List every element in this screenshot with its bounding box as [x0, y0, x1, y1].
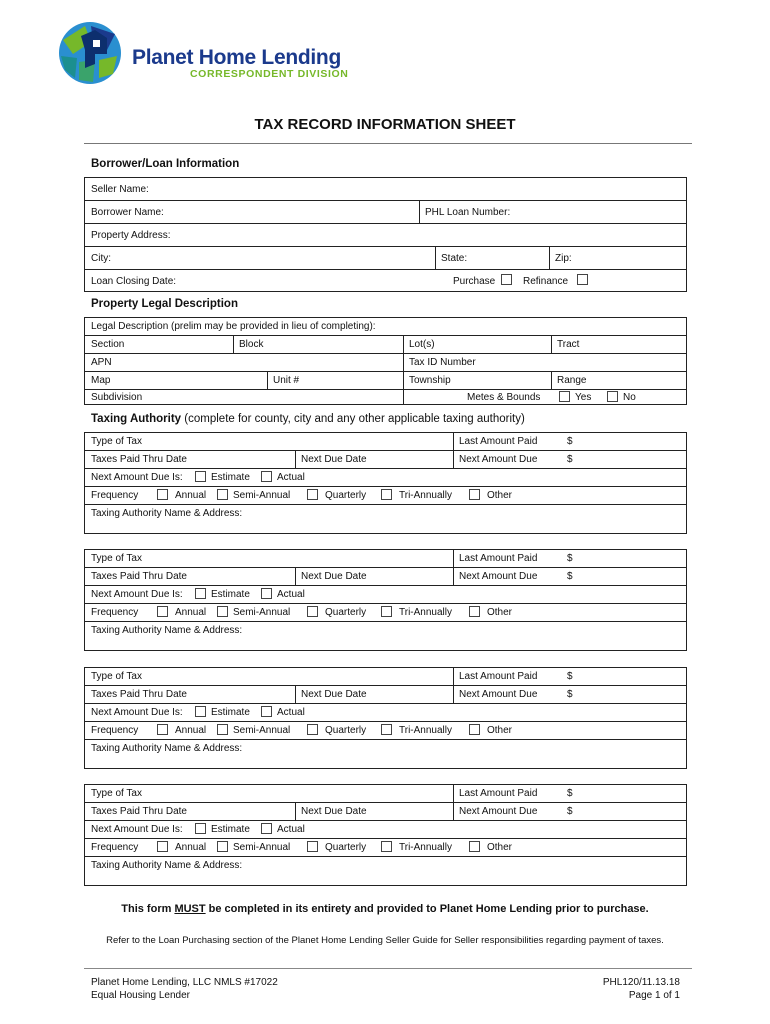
notice-pre: This form — [121, 903, 175, 915]
annual-label: Annual — [175, 842, 207, 853]
completion-notice — [0, 903, 770, 915]
taxes-paid-thru-label: Taxes Paid Thru Date — [91, 806, 187, 817]
apn-label: APN — [91, 357, 112, 368]
type-of-tax-label: Type of Tax — [91, 553, 142, 564]
next-due-date-label: Next Due Date — [301, 454, 367, 465]
next-amount-dollar: $ — [567, 689, 573, 700]
range-label: Range — [557, 375, 587, 386]
annual-checkbox[interactable] — [157, 724, 168, 735]
phl-loan-number-label: PHL Loan Number: — [425, 207, 511, 218]
frequency-label: Frequency — [91, 607, 139, 618]
borrower-section-heading: Borrower/Loan Information — [91, 158, 240, 170]
quarterly-checkbox[interactable] — [307, 841, 318, 852]
actual-checkbox[interactable] — [261, 706, 272, 717]
quarterly-label: Quarterly — [325, 842, 367, 853]
actual-label: Actual — [277, 824, 305, 835]
taxing-authority-block-3 — [84, 667, 687, 769]
tri-annually-label: Tri-Annually — [399, 490, 452, 501]
frequency-label: Frequency — [91, 490, 139, 501]
estimate-label: Estimate — [211, 707, 250, 718]
annual-checkbox[interactable] — [157, 489, 168, 500]
page-title: TAX RECORD INFORMATION SHEET — [254, 116, 516, 133]
authority-name-address-label: Taxing Authority Name & Address: — [91, 743, 243, 754]
semi-annual-label: Semi-Annual — [233, 842, 291, 853]
actual-checkbox[interactable] — [261, 471, 272, 482]
brand-subtitle: CORRESPONDENT DIVISION — [190, 68, 349, 80]
block-label: Block — [239, 339, 264, 350]
borrower-table — [84, 177, 687, 292]
brand-name: Planet Home Lending — [132, 46, 341, 69]
next-amount-due-is-label: Next Amount Due Is: — [91, 707, 183, 718]
tri-annually-checkbox[interactable] — [381, 724, 392, 735]
next-due-date-label: Next Due Date — [301, 806, 367, 817]
seller-row — [85, 178, 686, 201]
section-label: Section — [91, 339, 125, 350]
next-amount-dollar: $ — [567, 454, 573, 465]
tax-id-label: Tax ID Number — [409, 357, 476, 368]
city-label: City: — [91, 253, 111, 264]
semi-annual-label: Semi-Annual — [233, 607, 291, 618]
taxing-authority-block-1 — [84, 432, 687, 534]
actual-label: Actual — [277, 472, 305, 483]
annual-label: Annual — [175, 490, 207, 501]
footer-company: Planet Home Lending, LLC NMLS #17022 — [91, 977, 278, 988]
footer-page-number: Page 1 of 1 — [628, 990, 680, 1001]
next-amount-due-label: Next Amount Due — [459, 571, 538, 582]
tri-annually-label: Tri-Annually — [399, 725, 452, 736]
tri-annually-label: Tri-Annually — [399, 842, 452, 853]
other-label: Other — [487, 607, 513, 618]
township-label: Township — [409, 375, 451, 386]
seller-name-label: Seller Name: — [91, 184, 149, 195]
footer-form-id: PHL120/11.13.18 — [602, 977, 680, 988]
notice-must: MUST — [174, 903, 206, 915]
yes-label: Yes — [575, 392, 592, 403]
semi-annual-label: Semi-Annual — [233, 725, 291, 736]
last-amount-paid-label: Last Amount Paid — [459, 436, 538, 447]
semi-annual-checkbox[interactable] — [217, 841, 228, 852]
refinance-checkbox[interactable] — [577, 274, 588, 285]
loan-closing-date-label: Loan Closing Date: — [91, 276, 177, 287]
last-amount-dollar: $ — [567, 671, 573, 682]
legal-table — [84, 317, 687, 405]
metes-bounds-no-checkbox[interactable] — [607, 391, 618, 402]
tri-annually-label: Tri-Annually — [399, 607, 452, 618]
other-checkbox[interactable] — [469, 724, 480, 735]
last-amount-paid-label: Last Amount Paid — [459, 788, 538, 799]
taxes-paid-thru-label: Taxes Paid Thru Date — [91, 571, 187, 582]
estimate-label: Estimate — [211, 589, 250, 600]
actual-checkbox[interactable] — [261, 588, 272, 599]
annual-checkbox[interactable] — [157, 606, 168, 617]
semi-annual-checkbox[interactable] — [217, 606, 228, 617]
actual-checkbox[interactable] — [261, 823, 272, 834]
state-label: State: — [441, 253, 468, 264]
notice-post: be completed in its entirety and provided to Planet Home Lending prior to purchase. — [205, 903, 649, 915]
next-amount-due-is-label: Next Amount Due Is: — [91, 589, 183, 600]
no-label: No — [623, 392, 636, 403]
semi-annual-checkbox[interactable] — [217, 724, 228, 735]
quarterly-label: Quarterly — [325, 490, 367, 501]
quarterly-label: Quarterly — [325, 725, 367, 736]
title-divider — [84, 143, 692, 144]
other-checkbox[interactable] — [469, 489, 480, 500]
annual-label: Annual — [175, 725, 207, 736]
type-of-tax-label: Type of Tax — [91, 436, 142, 447]
next-due-date-label: Next Due Date — [301, 571, 367, 582]
metes-bounds-label: Metes & Bounds — [467, 392, 541, 403]
semi-annual-checkbox[interactable] — [217, 489, 228, 500]
other-checkbox[interactable] — [469, 841, 480, 852]
city-row — [85, 247, 686, 270]
estimate-checkbox[interactable] — [195, 588, 206, 599]
unit-label: Unit # — [273, 375, 300, 386]
footer-divider — [84, 968, 692, 969]
next-amount-due-is-label: Next Amount Due Is: — [91, 472, 183, 483]
other-label: Other — [487, 725, 513, 736]
next-due-date-label: Next Due Date — [301, 689, 367, 700]
property-address-row — [85, 224, 686, 247]
type-of-tax-label: Type of Tax — [91, 671, 142, 682]
frequency-label: Frequency — [91, 725, 139, 736]
tri-annually-checkbox[interactable] — [381, 606, 392, 617]
other-label: Other — [487, 490, 513, 501]
frequency-label: Frequency — [91, 842, 139, 853]
other-checkbox[interactable] — [469, 606, 480, 617]
taxing-heading-rest: (complete for county, city and any other applicable taxing authority) — [181, 413, 525, 425]
actual-label: Actual — [277, 707, 305, 718]
refinance-label: Refinance — [523, 276, 569, 287]
other-label: Other — [487, 842, 513, 853]
next-amount-due-is-label: Next Amount Due Is: — [91, 824, 183, 835]
tri-annually-checkbox[interactable] — [381, 841, 392, 852]
authority-name-address-label: Taxing Authority Name & Address: — [91, 625, 243, 636]
last-amount-paid-label: Last Amount Paid — [459, 671, 538, 682]
estimate-checkbox[interactable] — [195, 471, 206, 482]
seller-guide-reference: Refer to the Loan Purchasing section of the Planet Home Lending Seller Guide for Seller responsibilities regarding payment of taxes. — [106, 935, 664, 946]
quarterly-checkbox[interactable] — [307, 724, 318, 735]
last-amount-paid-label: Last Amount Paid — [459, 553, 538, 564]
borrower-name-label: Borrower Name: — [91, 207, 164, 218]
taxing-heading-bold: Taxing Authority — [91, 413, 182, 425]
quarterly-checkbox[interactable] — [307, 489, 318, 500]
annual-label: Annual — [175, 607, 207, 618]
property-address-label: Property Address: — [91, 230, 171, 241]
zip-label: Zip: — [555, 253, 572, 264]
taxes-paid-thru-label: Taxes Paid Thru Date — [91, 689, 187, 700]
quarterly-label: Quarterly — [325, 607, 367, 618]
authority-name-address-label: Taxing Authority Name & Address: — [91, 508, 243, 519]
taxing-authority-block-2 — [84, 549, 687, 651]
legal-section-heading: Property Legal Description — [91, 298, 238, 310]
estimate-checkbox[interactable] — [195, 706, 206, 717]
type-of-tax-label: Type of Tax — [91, 788, 142, 799]
company-logo-icon — [55, 20, 125, 86]
next-amount-due-label: Next Amount Due — [459, 454, 538, 465]
map-label: Map — [91, 375, 111, 386]
lots-label: Lot(s) — [409, 339, 435, 350]
footer-equal-housing: Equal Housing Lender — [91, 990, 190, 1001]
estimate-label: Estimate — [211, 824, 250, 835]
next-amount-dollar: $ — [567, 571, 573, 582]
taxing-authority-block-4 — [84, 784, 687, 886]
semi-annual-label: Semi-Annual — [233, 490, 291, 501]
estimate-checkbox[interactable] — [195, 823, 206, 834]
last-amount-dollar: $ — [567, 436, 573, 447]
loan-closing-row — [85, 270, 686, 292]
estimate-label: Estimate — [211, 472, 250, 483]
metes-bounds-yes-checkbox[interactable] — [559, 391, 570, 402]
next-amount-due-label: Next Amount Due — [459, 806, 538, 817]
purchase-label: Purchase — [453, 276, 496, 287]
quarterly-checkbox[interactable] — [307, 606, 318, 617]
borrower-row — [85, 201, 686, 224]
next-amount-due-label: Next Amount Due — [459, 689, 538, 700]
tract-label: Tract — [557, 339, 580, 350]
purchase-checkbox[interactable] — [501, 274, 512, 285]
authority-name-address-label: Taxing Authority Name & Address: — [91, 860, 243, 871]
actual-label: Actual — [277, 589, 305, 600]
annual-checkbox[interactable] — [157, 841, 168, 852]
last-amount-dollar: $ — [567, 553, 573, 564]
last-amount-dollar: $ — [567, 788, 573, 799]
taxing-section-heading — [91, 413, 525, 425]
taxes-paid-thru-label: Taxes Paid Thru Date — [91, 454, 187, 465]
tri-annually-checkbox[interactable] — [381, 489, 392, 500]
next-amount-dollar: $ — [567, 806, 573, 817]
subdivision-label: Subdivision — [91, 392, 143, 403]
legal-intro-label: Legal Description (prelim may be provided in lieu of completing): — [91, 321, 376, 332]
